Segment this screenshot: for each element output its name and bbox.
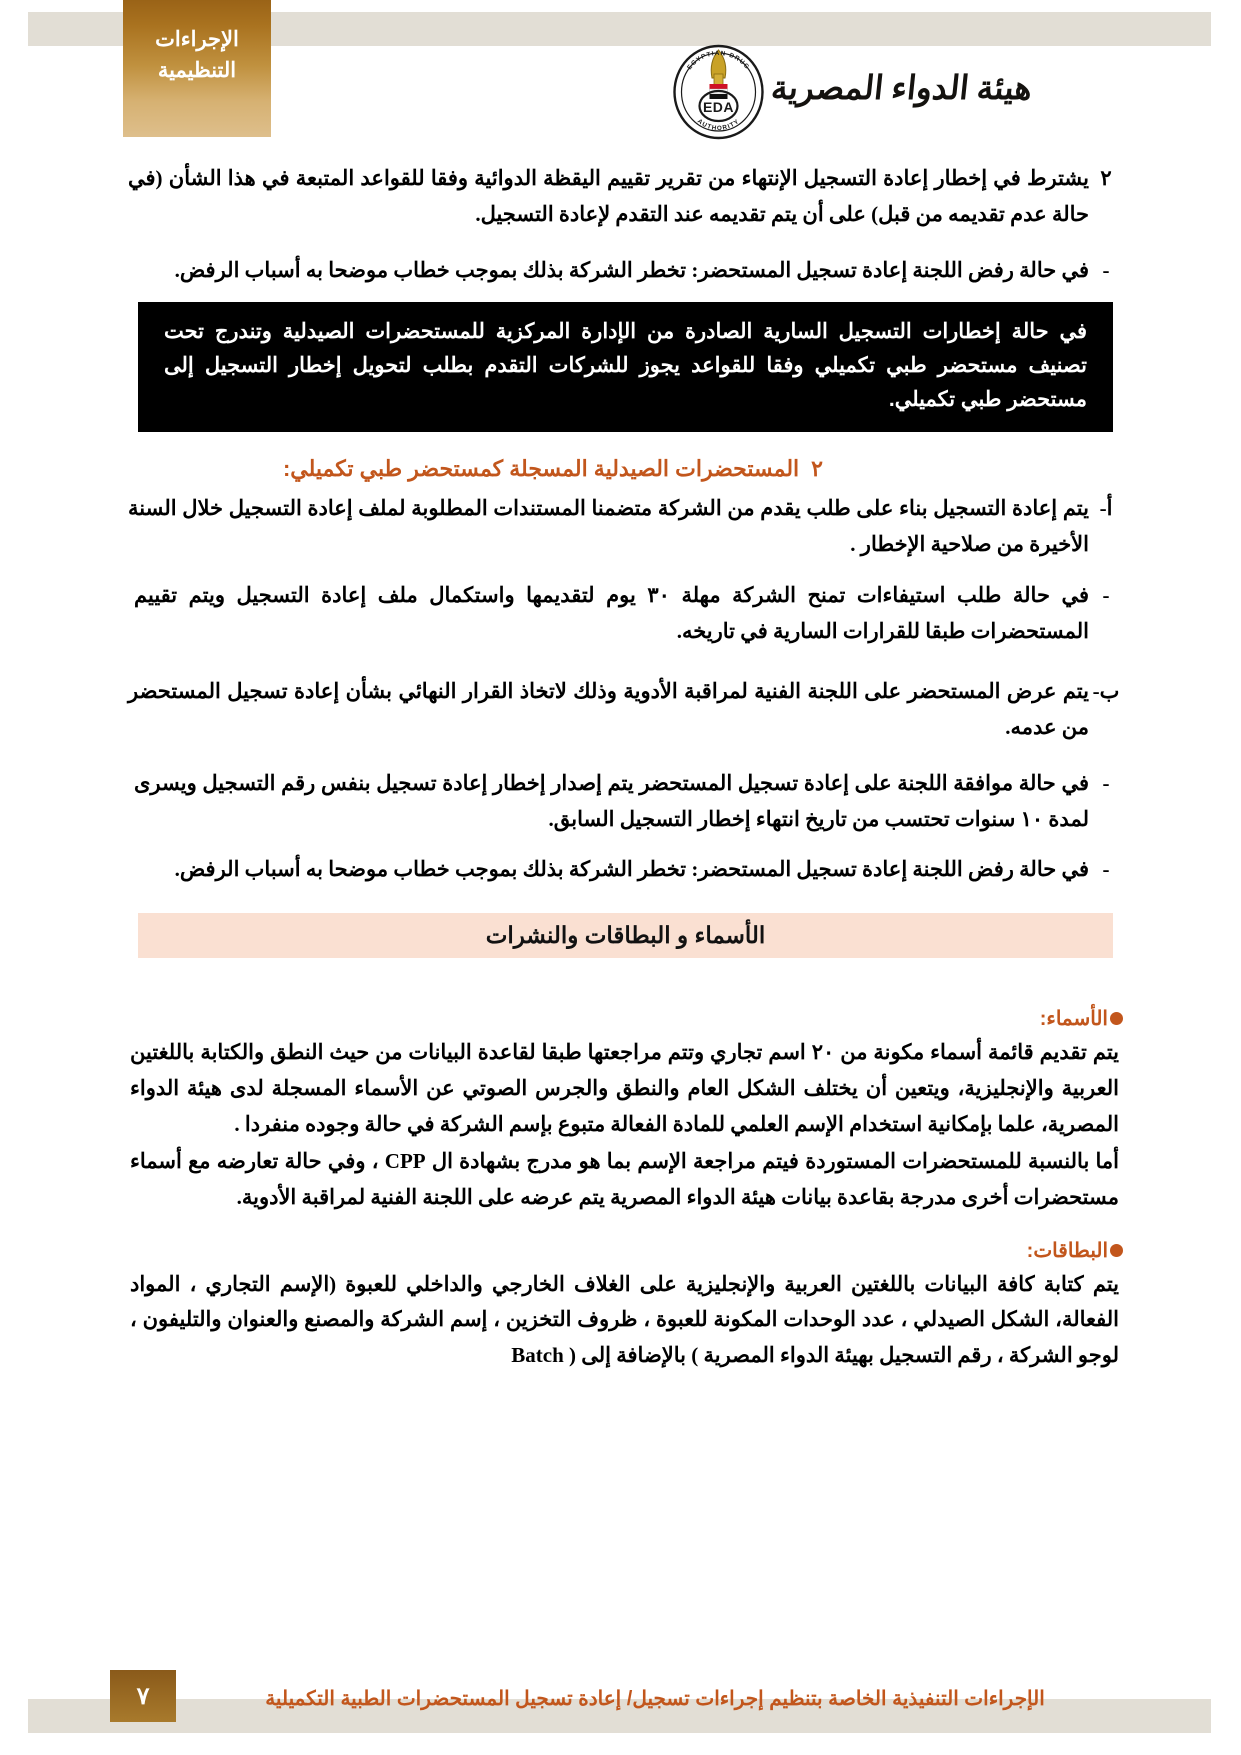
spacer [128,751,1123,765]
list-item-b-sub-2-text: في حالة رفض اللجنة إعادة تسجيل المستحضر: تخطر الشركة بذلك بموجب خطاب موضحا به أسباب الرفض. [174,857,1089,882]
list-item-a-sub-1 [128,577,1123,649]
subsection-names-heading [128,1006,1123,1031]
subsection-cards-heading [128,1238,1123,1263]
svg-text:AUTHORITY: AUTHORITY [695,117,742,133]
dash-marker: - [1102,857,1110,882]
list-item-a [128,490,1123,562]
dash-marker: - [1102,582,1110,607]
eda-logo-seal [672,44,765,140]
section-heading-2-title: المستحضرات الصيدلية المسجلة كمستحضر طبي تكميلي: [282,456,800,482]
header-section-tab [123,0,271,137]
list-item-b-sub-1-text: في حالة موافقة اللجنة على إعادة تسجيل المستحضر يتم إصدار إخطار إعادة تسجيل بنفس رقم التسجيل ويسرى لمدة ١٠ سنوات تحتسب من تاريخ انتهاء إخطار التسجيل السابق. [134,771,1089,832]
list-item-2-sub-1-text: في حالة رفض اللجنة إعادة تسجيل المستحضر: تخطر الشركة بذلك بموجب خطاب موضحا به أسباب الرفض. [174,258,1089,283]
eda-logo [672,42,1034,142]
list-item-b-text: يتم عرض المستحضر على اللجنة الفنية لمراقبة الأدوية وذلك لاتخاذ القرار النهائي بشأن إعادة تسجيل المستحضر من عدمه. [128,678,1089,739]
dash-marker: - [1102,258,1110,283]
footer-title: الإجراءات التنفيذية الخاصة بتنظيم إجراءات تسجيل/ إعادة تسجيل المستحضرات الطبية التكميلية [265,1688,1045,1710]
document-content [0,160,1241,1374]
list-item-2-sub-1 [128,252,1123,288]
svg-text:EDA: EDA [702,99,735,115]
names-paragraph-2: أما بالنسبة للمستحضرات المستوردة فيتم مراجعة الإسم بما هو مدرج بشهادة ال CPP ، وفي حالة تعارضه مع أسماء مستحضرات أخرى مدرجة بقاعدة بيانات هيئة الدواء المصرية يتم عرضه على اللجنة الفنية لمراقبة الأدوية. [130,1149,1119,1210]
list-item-2 [128,160,1123,232]
spacer [128,655,1123,673]
list-item-2-marker: ٢ [1100,166,1112,190]
list-item-a-sub-1-text: في حالة طلب استيفاءات تمنح الشركة مهلة ٣٠ يوم لتقديمها واستكمال ملف إعادة التسجيل ويتم تقييم المستحضرات طبقا للقرارات السارية في تاريخه. [134,582,1090,643]
dash-marker: - [1102,771,1110,796]
section-heading-2-number: ٢ [811,456,823,482]
spacer [128,958,1123,984]
svg-text:EGYPTIAN DRUG: EGYPTIAN DRUG [686,49,751,72]
names-paragraph-1: يتم تقديم قائمة أسماء مكونة من ٢٠ اسم تجاري وتتم مراجعتها طبقا لقاعدة البيانات من حيث النطق والكتابة باللغتين العربية والإنجليزية، ويتعين أن يختلف الشكل العام والنطق والجرس الصوتي عن الأسماء المسجلة لدى هيئة الدواء المصرية، علما بإمكانية استخدام الإسم العلمي للمادة الفعالة متبوع بإسم الشركة في حالة وجوده منفردا . [130,1040,1120,1136]
highlight-callout-box: في حالة إخطارات التسجيل السارية الصادرة من الإدارة المركزية للمستحضرات الصيدلية وتندرج تحت تصنيف مستحضر طبي تكميلي وفقا للقواعد يجوز للشركات التقدم بطلب لتحويل إخطار التسجيل إلى مستحضر طبي تكميلي. [138,302,1113,432]
subsection-cards-label: البطاقات: [1026,1239,1108,1262]
section-banner-names-labels [138,913,1113,958]
list-item-b-sub-1 [128,765,1123,837]
list-item-b [128,673,1123,745]
cards-paragraph-1: يتم كتابة كافة البيانات باللغتين العربية والإنجليزية على الغلاف الخارجي والداخلي للعبوة (الإسم التجاري ، المواد الفعالة، الشكل الصيدلي ، عدد الوحدات المكونة للعبوة ، ظروف التخزين ، إسم الشركة والمصنع والعنوان والتليفون ، لوجو الشركة ، رقم التسجيل بهيئة الدواء المصرية ) بالإضافة إلى ( Batch [130,1271,1119,1368]
spacer [128,843,1123,851]
list-item-b-marker: ب- [1092,678,1120,703]
list-item-2-text: يشترط في إخطار إعادة التسجيل الإنتهاء من تقرير تقييم اليقظة الدوائية وفقا للقواعد المتبعة في هذا الشأن (في حالة عدم تقديمه من قبل) على أن يتم تقديمه عند التقدم لإعادة التسجيل. [128,166,1089,227]
spacer [128,482,1123,490]
footer-band-right-gap [1211,1699,1241,1733]
subsection-names-label: الأسماء: [1039,1008,1108,1031]
spacer [128,238,1123,252]
spacer [128,569,1123,577]
header-band-left-gap [0,12,28,46]
footer-band-left-gap [0,1699,28,1733]
header-band-right-gap [1211,12,1241,46]
header-tab-line-2: التنظيمية [157,59,237,82]
list-item-a-text: يتم إعادة التسجيل بناء على طلب يقدم من الشركة متضمنا المستندات المطلوبة لملف إعادة التسجيل خلال السنة الأخيرة من صلاحية الإخطار . [128,496,1089,557]
page-number: ٧ [136,1683,150,1710]
eda-logo-arabic-text: هيئة الدواء المصرية [769,71,1034,107]
section-banner-title: الأسماء و البطاقات والنشرات [485,922,766,949]
bullet-dot-icon [1110,1244,1123,1257]
section-heading-2 [128,456,1123,482]
list-item-a-marker: أ- [1099,496,1113,521]
list-item-b-sub-2 [128,851,1123,887]
bullet-dot-icon [1110,1012,1123,1025]
header-tab-line-1: الإجراءات [155,27,239,51]
page-number-badge [110,1670,176,1722]
